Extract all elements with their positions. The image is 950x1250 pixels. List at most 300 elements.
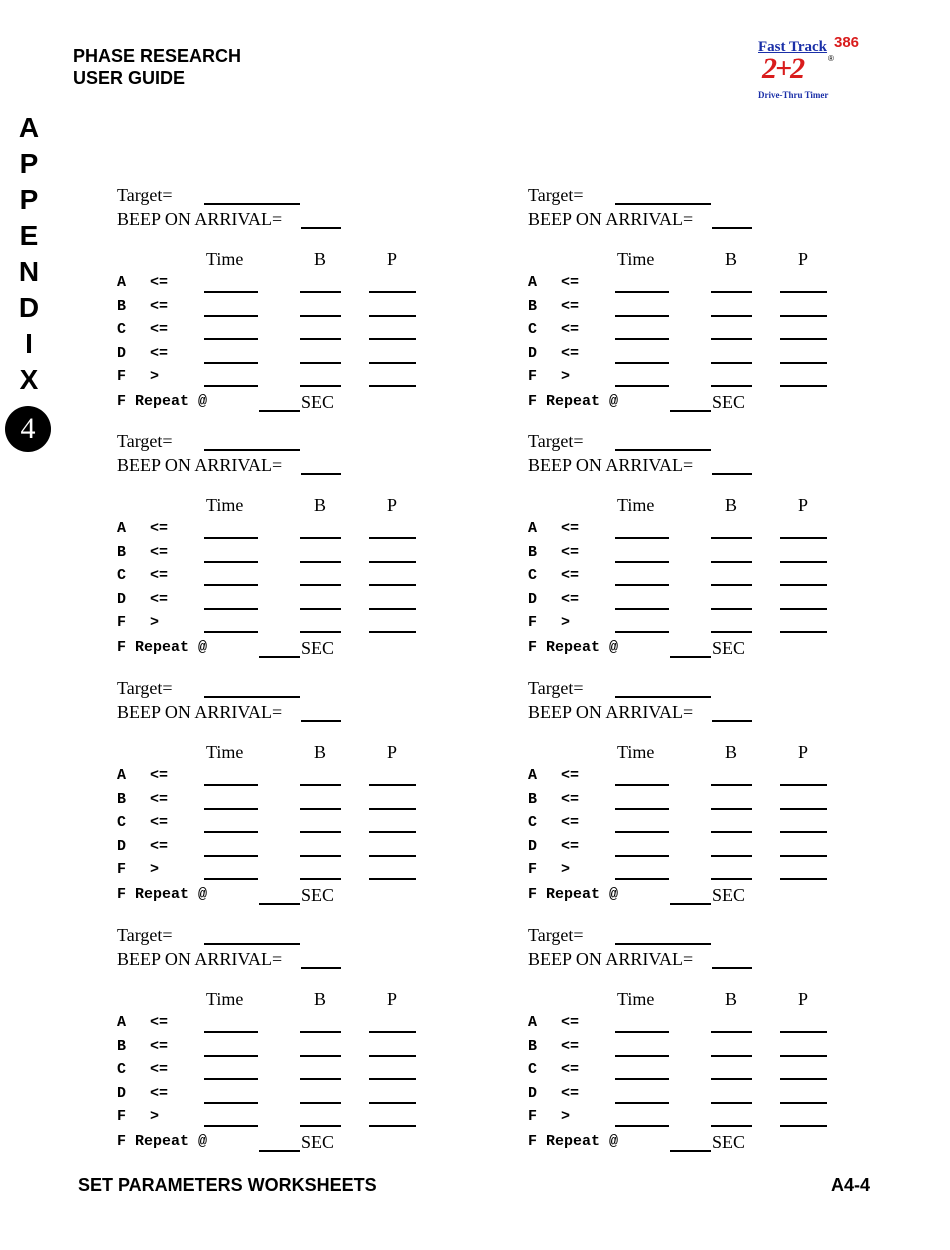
row-operator: <= <box>150 1037 169 1055</box>
row-operator: <= <box>150 344 169 362</box>
column-header-b: B <box>725 742 738 762</box>
b-field[interactable] <box>711 1102 752 1104</box>
row-operator: > <box>561 614 571 632</box>
row-operator: <= <box>561 1037 580 1055</box>
p-field[interactable] <box>369 631 416 633</box>
column-header-time: Time <box>617 989 655 1009</box>
repeat-field[interactable] <box>259 410 300 412</box>
time-field[interactable] <box>204 561 258 563</box>
b-field[interactable] <box>300 338 341 340</box>
row-letter: C <box>117 814 127 832</box>
column-header-p: P <box>798 742 809 762</box>
beep-label: BEEP ON ARRIVAL= <box>117 949 283 969</box>
logo-mark: 2+2 <box>762 52 804 85</box>
b-field[interactable] <box>711 631 752 633</box>
b-field[interactable] <box>300 1055 341 1057</box>
b-field[interactable] <box>711 1125 752 1127</box>
row-letter: F <box>528 861 538 879</box>
time-field[interactable] <box>615 878 669 880</box>
target-field[interactable] <box>615 203 711 205</box>
p-field[interactable] <box>369 291 416 293</box>
row-letter: B <box>117 297 127 315</box>
worksheet-block <box>117 185 447 415</box>
target-label: Target= <box>117 185 173 205</box>
worksheet-block <box>528 431 858 661</box>
p-field[interactable] <box>369 855 416 857</box>
p-field[interactable] <box>780 584 827 586</box>
p-field[interactable] <box>780 385 827 387</box>
p-field[interactable] <box>369 362 416 364</box>
beep-label: BEEP ON ARRIVAL= <box>117 209 283 229</box>
row-operator: > <box>150 861 160 879</box>
column-header-time: Time <box>206 249 244 269</box>
row-operator: <= <box>150 543 169 561</box>
column-header-p: P <box>387 989 398 1009</box>
row-letter: A <box>528 274 538 291</box>
worksheet-block <box>528 925 858 1155</box>
target-label: Target= <box>117 431 173 451</box>
b-field[interactable] <box>711 584 752 586</box>
row-operator: <= <box>150 1061 169 1079</box>
beep-field[interactable] <box>712 227 752 229</box>
p-field[interactable] <box>369 385 416 387</box>
time-field[interactable] <box>615 784 669 786</box>
column-header-time: Time <box>206 989 244 1009</box>
time-field[interactable] <box>615 608 669 610</box>
repeat-label: F Repeat @ <box>117 1133 208 1150</box>
row-operator: <= <box>150 767 169 784</box>
p-field[interactable] <box>369 1125 416 1127</box>
row-operator: <= <box>150 590 169 608</box>
p-field[interactable] <box>780 1055 827 1057</box>
b-field[interactable] <box>711 808 752 810</box>
time-field[interactable] <box>615 855 669 857</box>
p-field[interactable] <box>780 878 827 880</box>
b-field[interactable] <box>300 608 341 610</box>
column-header-time: Time <box>617 495 655 515</box>
row-operator: <= <box>561 321 580 339</box>
row-letter: C <box>528 567 538 585</box>
p-field[interactable] <box>780 338 827 340</box>
column-header-b: B <box>314 249 327 269</box>
row-operator: <= <box>150 1084 169 1102</box>
time-field[interactable] <box>615 1102 669 1104</box>
column-header-time: Time <box>617 249 655 269</box>
b-field[interactable] <box>300 362 341 364</box>
p-field[interactable] <box>780 808 827 810</box>
time-field[interactable] <box>615 362 669 364</box>
sec-label: SEC <box>301 638 335 658</box>
column-header-p: P <box>798 495 809 515</box>
target-label: Target= <box>117 925 173 945</box>
p-field[interactable] <box>369 808 416 810</box>
row-letter: B <box>117 790 127 808</box>
repeat-label: F Repeat @ <box>117 639 208 656</box>
row-operator: <= <box>150 274 169 291</box>
row-letter: C <box>528 321 538 339</box>
p-field[interactable] <box>780 537 827 539</box>
p-field[interactable] <box>369 608 416 610</box>
row-operator: <= <box>561 1061 580 1079</box>
row-letter: C <box>117 1061 127 1079</box>
b-field[interactable] <box>300 878 341 880</box>
b-field[interactable] <box>711 878 752 880</box>
column-header-p: P <box>798 249 809 269</box>
row-letter: D <box>117 344 127 362</box>
row-operator: > <box>561 861 571 879</box>
repeat-field[interactable] <box>259 1150 300 1152</box>
time-field[interactable] <box>615 315 669 317</box>
p-field[interactable] <box>369 831 416 833</box>
sec-label: SEC <box>712 638 746 658</box>
b-field[interactable] <box>711 537 752 539</box>
target-field[interactable] <box>615 449 711 451</box>
b-field[interactable] <box>711 784 752 786</box>
row-operator: <= <box>150 321 169 339</box>
time-field[interactable] <box>615 1078 669 1080</box>
beep-label: BEEP ON ARRIVAL= <box>528 209 694 229</box>
logo-subtitle: Drive-Thru Timer <box>758 90 829 100</box>
time-field[interactable] <box>204 537 258 539</box>
row-operator: <= <box>561 297 580 315</box>
header-line-1: PHASE RESEARCH <box>73 46 242 66</box>
row-letter: B <box>528 1037 538 1055</box>
row-operator: <= <box>150 814 169 832</box>
time-field[interactable] <box>615 561 669 563</box>
column-header-b: B <box>314 495 327 515</box>
row-letter: F <box>117 614 127 632</box>
time-field[interactable] <box>204 315 258 317</box>
time-field[interactable] <box>204 584 258 586</box>
column-header-b: B <box>314 989 327 1009</box>
time-field[interactable] <box>204 1125 258 1127</box>
row-letter: D <box>117 1084 127 1102</box>
p-field[interactable] <box>780 1102 827 1104</box>
p-field[interactable] <box>369 1055 416 1057</box>
appendix-letter: X <box>19 364 39 395</box>
row-operator: <= <box>561 814 580 832</box>
logo-registered: ® <box>828 54 834 63</box>
time-field[interactable] <box>204 855 258 857</box>
beep-label: BEEP ON ARRIVAL= <box>528 949 694 969</box>
beep-field[interactable] <box>301 720 341 722</box>
p-field[interactable] <box>780 831 827 833</box>
time-field[interactable] <box>615 1031 669 1033</box>
worksheet-block <box>117 925 447 1155</box>
b-field[interactable] <box>711 831 752 833</box>
appendix-side-tab <box>14 110 44 398</box>
row-operator: <= <box>561 520 580 537</box>
row-letter: A <box>117 767 127 784</box>
time-field[interactable] <box>204 1031 258 1033</box>
column-header-time: Time <box>617 742 655 762</box>
row-letter: B <box>528 297 538 315</box>
row-letter: F <box>117 368 127 386</box>
row-letter: F <box>528 368 538 386</box>
row-operator: <= <box>150 520 169 537</box>
time-field[interactable] <box>204 1102 258 1104</box>
time-field[interactable] <box>615 631 669 633</box>
repeat-label: F Repeat @ <box>528 639 619 656</box>
p-field[interactable] <box>369 878 416 880</box>
target-label: Target= <box>528 185 584 205</box>
row-letter: A <box>528 520 538 537</box>
row-letter: B <box>117 543 127 561</box>
b-field[interactable] <box>711 315 752 317</box>
row-letter: D <box>528 837 538 855</box>
row-operator: <= <box>561 590 580 608</box>
row-letter: D <box>528 1084 538 1102</box>
repeat-label: F Repeat @ <box>117 393 208 410</box>
time-field[interactable] <box>615 385 669 387</box>
row-operator: > <box>561 1108 571 1126</box>
time-field[interactable] <box>204 291 258 293</box>
time-field[interactable] <box>204 1055 258 1057</box>
repeat-field[interactable] <box>670 656 711 658</box>
column-header-p: P <box>387 495 398 515</box>
b-field[interactable] <box>300 315 341 317</box>
b-field[interactable] <box>711 561 752 563</box>
time-field[interactable] <box>204 808 258 810</box>
time-field[interactable] <box>204 631 258 633</box>
footer-title: SET PARAMETERS WORKSHEETS <box>78 1175 377 1195</box>
row-operator: <= <box>561 344 580 362</box>
sec-label: SEC <box>301 885 335 905</box>
repeat-field[interactable] <box>670 903 711 905</box>
time-field[interactable] <box>615 537 669 539</box>
b-field[interactable] <box>300 1031 341 1033</box>
b-field[interactable] <box>300 831 341 833</box>
appendix-number-badge: 4 <box>5 406 51 452</box>
fast-track-logo <box>752 34 862 104</box>
b-field[interactable] <box>300 537 341 539</box>
row-letter: A <box>528 1014 538 1031</box>
p-field[interactable] <box>369 561 416 563</box>
column-header-b: B <box>725 249 738 269</box>
time-field[interactable] <box>615 584 669 586</box>
b-field[interactable] <box>711 1078 752 1080</box>
row-operator: <= <box>150 790 169 808</box>
b-field[interactable] <box>300 855 341 857</box>
appendix-letter: D <box>18 292 40 323</box>
sec-label: SEC <box>712 885 746 905</box>
time-field[interactable] <box>204 1078 258 1080</box>
logo-number: 386 <box>834 34 860 51</box>
target-label: Target= <box>528 925 584 945</box>
row-operator: > <box>150 368 160 386</box>
row-operator: > <box>150 614 160 632</box>
repeat-label: F Repeat @ <box>528 393 619 410</box>
row-letter: B <box>528 543 538 561</box>
row-letter: A <box>117 520 127 537</box>
p-field[interactable] <box>369 1102 416 1104</box>
row-letter: C <box>117 567 127 585</box>
b-field[interactable] <box>711 338 752 340</box>
row-letter: C <box>528 814 538 832</box>
b-field[interactable] <box>300 561 341 563</box>
repeat-field[interactable] <box>670 410 711 412</box>
time-field[interactable] <box>204 878 258 880</box>
target-field[interactable] <box>204 203 300 205</box>
target-field[interactable] <box>615 943 711 945</box>
p-field[interactable] <box>780 855 827 857</box>
b-field[interactable] <box>711 855 752 857</box>
time-field[interactable] <box>615 1055 669 1057</box>
time-field[interactable] <box>615 808 669 810</box>
row-operator: <= <box>561 1084 580 1102</box>
beep-field[interactable] <box>301 967 341 969</box>
p-field[interactable] <box>780 784 827 786</box>
row-operator: > <box>150 1108 160 1126</box>
b-field[interactable] <box>300 1078 341 1080</box>
b-field[interactable] <box>711 1031 752 1033</box>
b-field[interactable] <box>711 291 752 293</box>
worksheet-block <box>117 678 447 908</box>
p-field[interactable] <box>369 784 416 786</box>
column-header-time: Time <box>206 742 244 762</box>
b-field[interactable] <box>300 385 341 387</box>
target-field[interactable] <box>204 696 300 698</box>
beep-field[interactable] <box>301 227 341 229</box>
repeat-field[interactable] <box>259 903 300 905</box>
p-field[interactable] <box>369 1078 416 1080</box>
time-field[interactable] <box>204 362 258 364</box>
appendix-letter: I <box>25 328 33 359</box>
p-field[interactable] <box>780 362 827 364</box>
appendix-letter: P <box>19 148 39 179</box>
p-field[interactable] <box>780 608 827 610</box>
p-field[interactable] <box>780 1031 827 1033</box>
column-header-b: B <box>314 742 327 762</box>
page-number: A4-4 <box>831 1175 871 1195</box>
target-field[interactable] <box>204 449 300 451</box>
column-header-time: Time <box>206 495 244 515</box>
row-letter: A <box>117 1014 127 1031</box>
p-field[interactable] <box>780 315 827 317</box>
row-operator: <= <box>561 274 580 291</box>
repeat-label: F Repeat @ <box>528 886 619 903</box>
p-field[interactable] <box>369 315 416 317</box>
beep-field[interactable] <box>712 967 752 969</box>
beep-label: BEEP ON ARRIVAL= <box>528 455 694 475</box>
row-letter: F <box>528 1108 538 1126</box>
p-field[interactable] <box>780 1125 827 1127</box>
time-field[interactable] <box>615 338 669 340</box>
row-letter: B <box>117 1037 127 1055</box>
document-header <box>73 45 241 89</box>
appendix-letter: P <box>19 184 39 215</box>
target-label: Target= <box>117 678 173 698</box>
b-field[interactable] <box>300 291 341 293</box>
repeat-field[interactable] <box>670 1150 711 1152</box>
b-field[interactable] <box>711 1055 752 1057</box>
p-field[interactable] <box>369 584 416 586</box>
target-field[interactable] <box>615 696 711 698</box>
time-field[interactable] <box>615 291 669 293</box>
time-field[interactable] <box>204 608 258 610</box>
sec-label: SEC <box>712 392 746 412</box>
time-field[interactable] <box>615 831 669 833</box>
row-letter: A <box>117 274 127 291</box>
row-letter: F <box>528 614 538 632</box>
column-header-b: B <box>725 495 738 515</box>
column-header-p: P <box>798 989 809 1009</box>
p-field[interactable] <box>780 561 827 563</box>
row-operator: <= <box>561 543 580 561</box>
b-field[interactable] <box>300 808 341 810</box>
row-letter: F <box>117 861 127 879</box>
b-field[interactable] <box>300 584 341 586</box>
repeat-label: F Repeat @ <box>528 1133 619 1150</box>
logo-title: Fast Track <box>758 39 828 55</box>
p-field[interactable] <box>780 631 827 633</box>
b-field[interactable] <box>711 608 752 610</box>
column-header-b: B <box>725 989 738 1009</box>
time-field[interactable] <box>204 831 258 833</box>
b-field[interactable] <box>300 784 341 786</box>
beep-label: BEEP ON ARRIVAL= <box>117 702 283 722</box>
repeat-field[interactable] <box>259 656 300 658</box>
column-header-p: P <box>387 742 398 762</box>
row-operator: <= <box>561 837 580 855</box>
worksheet-block <box>117 431 447 661</box>
row-operator: <= <box>150 837 169 855</box>
b-field[interactable] <box>300 1102 341 1104</box>
row-operator: <= <box>561 790 580 808</box>
b-field[interactable] <box>711 385 752 387</box>
target-label: Target= <box>528 678 584 698</box>
row-letter: B <box>528 790 538 808</box>
time-field[interactable] <box>204 385 258 387</box>
appendix-letter: A <box>18 112 40 143</box>
p-field[interactable] <box>780 291 827 293</box>
b-field[interactable] <box>711 362 752 364</box>
target-label: Target= <box>528 431 584 451</box>
repeat-label: F Repeat @ <box>117 886 208 903</box>
beep-field[interactable] <box>301 473 341 475</box>
row-letter: C <box>117 321 127 339</box>
p-field[interactable] <box>369 537 416 539</box>
column-header-p: P <box>387 249 398 269</box>
b-field[interactable] <box>300 1125 341 1127</box>
b-field[interactable] <box>300 631 341 633</box>
time-field[interactable] <box>204 338 258 340</box>
p-field[interactable] <box>780 1078 827 1080</box>
sec-label: SEC <box>301 392 335 412</box>
p-field[interactable] <box>369 338 416 340</box>
header-line-2: USER GUIDE <box>73 68 186 88</box>
beep-label: BEEP ON ARRIVAL= <box>117 455 283 475</box>
target-field[interactable] <box>204 943 300 945</box>
sec-label: SEC <box>712 1132 746 1152</box>
worksheet-block <box>528 185 858 415</box>
time-field[interactable] <box>204 784 258 786</box>
appendix-letter: N <box>18 256 40 287</box>
sec-label: SEC <box>301 1132 335 1152</box>
beep-field[interactable] <box>712 473 752 475</box>
time-field[interactable] <box>615 1125 669 1127</box>
p-field[interactable] <box>369 1031 416 1033</box>
appendix-letter: E <box>19 220 39 251</box>
row-operator: <= <box>561 767 580 784</box>
worksheet-block <box>528 678 858 908</box>
row-letter: F <box>117 1108 127 1126</box>
row-operator: <= <box>561 567 580 585</box>
beep-label: BEEP ON ARRIVAL= <box>528 702 694 722</box>
row-operator: <= <box>150 1014 169 1031</box>
beep-field[interactable] <box>712 720 752 722</box>
row-operator: <= <box>150 297 169 315</box>
